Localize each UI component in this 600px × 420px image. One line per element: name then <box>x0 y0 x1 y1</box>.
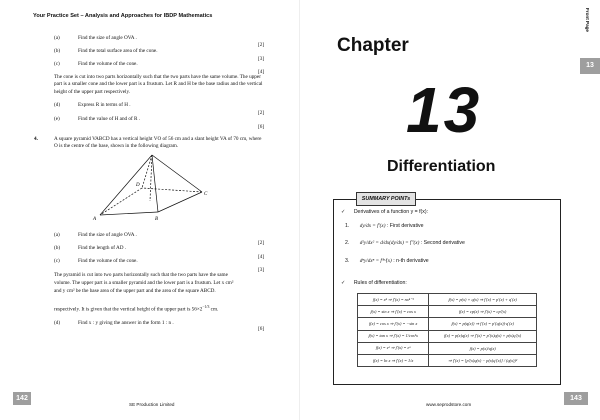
check-icon: ✓ <box>341 209 346 215</box>
left-page-number: 142 <box>13 392 31 405</box>
height-vo <box>150 155 152 201</box>
side-front-page-label: Front Page <box>585 8 590 32</box>
label-c: C <box>204 192 208 197</box>
q4-text: A square pyramid VABCD has a vertical height VO of 56 cm and a slant height VA of 70 cm, where O is the centre of the base, shown in the following diagram. <box>54 136 262 150</box>
table-row: f(x) = sin x ⇒ f′(x) = cos x f(x) = cp(x) ⇒ f′(x) = cp′(x) <box>358 306 537 318</box>
q3-part-e: (e) Find the value of H and of R . <box>54 116 141 122</box>
q4-part-a: (a) Find the size of angle OVA . <box>54 232 137 238</box>
label-a: A <box>93 217 97 222</box>
chapter-number: 13 <box>406 74 482 146</box>
q4-part-c-mark: [3] <box>258 267 265 273</box>
q3-part-d: (d) Express R in terms of H . <box>54 102 131 108</box>
q4-part-d-mark: [6] <box>258 326 265 332</box>
table-row: f(x) = tan x ⇒ f′(x) = 1/cos²x f(x) = p(x)q(x) ⇒ f′(x) = p′(x)q(x) + p(x)q′(x) <box>358 330 537 342</box>
q4-part-b-mark: [4] <box>258 254 265 260</box>
pyramid-diagram <box>92 152 212 227</box>
derivative-3: 3. dⁿy/dxⁿ = f⁽ⁿ⁾(x) : n-th derivative <box>345 258 429 264</box>
q4-part-c: (c) Find the volume of the cone. <box>54 258 138 264</box>
table-row: f(x) = ln x ⇒ f′(x) = 1/x ⇒ f′(x) = [p′(x)q(x) − p(x)q′(x)] / (q(x))² <box>358 354 537 366</box>
summary-item-1: ✓ Derivatives of a function y = f(x): <box>341 209 429 215</box>
chapter-word: Chapter <box>337 35 409 56</box>
derivative-1: 1. dy/dx = f′(x) : First derivative <box>345 223 424 229</box>
rules-table <box>357 293 537 367</box>
label-b: B <box>155 217 159 222</box>
right-footer: www.seprodstore.com <box>426 402 472 407</box>
edge-vc <box>152 155 202 192</box>
q3-part-e-mark: [6] <box>258 124 265 130</box>
base-cd <box>142 188 202 192</box>
label-d: D <box>136 183 140 188</box>
q3-part-c: (c) Find the volume of the cone. <box>54 61 138 67</box>
summary-title: SUMMARY POINTs <box>356 192 416 206</box>
book-title: Your Practice Set – Analysis and Approaches for IBDP Mathematics <box>33 13 213 19</box>
base-ab <box>100 212 158 215</box>
q3-part-a-mark: [2] <box>258 42 265 48</box>
q4-para-line3: and y cm² be the base area of the upper part and the area of the square ABCD. <box>54 288 216 294</box>
edge-va <box>100 155 152 215</box>
right-page-number: 143 <box>564 392 588 405</box>
q4-para-line2: volume. The upper part is a smaller pyramid and the lower part is a frustum. Let x cm² <box>54 280 234 286</box>
q4-number: 4. <box>34 136 38 142</box>
q3-part-d-mark: [2] <box>258 110 265 116</box>
chapter-title: Differentiation <box>387 158 496 175</box>
left-footer: SE Production Limited <box>129 402 175 407</box>
summary-item-2: ✓ Rules of differentiation: <box>341 280 407 286</box>
q4-part-d: (d) Find x : y giving the answer in the form 1 : n . <box>54 320 174 326</box>
q3-part-c-mark: [4] <box>258 69 265 75</box>
q4-para-line4: respectively. It is given that the vertical height of the upper part is $56\times 2^{-1/3}$ cm. <box>54 305 219 313</box>
q4-part-a-mark: [2] <box>258 240 265 246</box>
check-icon: ✓ <box>341 280 346 286</box>
chapter-side-tab: 13 <box>580 58 600 74</box>
edge-vb <box>152 155 158 212</box>
q3-part-b-mark: [3] <box>258 56 265 62</box>
base-da <box>100 188 142 215</box>
derivative-2: 2. d²y/dx² = d/dx(dy/dx) = f″(x) : Second derivative <box>345 240 465 246</box>
q3-paragraph: The cone is cut into two parts horizontally such that the two parts have the same volume. The upper part is a smaller cone and the lower part is a frustum. Let R and H be the base radius and the vertical height of the upper part respectively. <box>54 74 263 95</box>
table-row: f(x) = eˣ ⇒ f′(x) = eˣ f(x) = p(x)/q(x) <box>358 342 537 354</box>
q4-part-b: (b) Find the length of AD . <box>54 245 127 251</box>
table-row: f(x) = cos x ⇒ f′(x) = −sin x f(x) = p(q(x)) ⇒ f′(x) = p′(q(x))·q′(x) <box>358 318 537 330</box>
q3-part-b: (b) Find the total surface area of the cone. <box>54 48 158 54</box>
table-row: f(x) = xⁿ ⇒ f′(x) = nxⁿ⁻¹ f(x) = p(x) + q(x) ⇒ f′(x) = p′(x) + q′(x) <box>358 294 537 306</box>
q3-part-a: (a) Find the size of angle OVA . <box>54 35 137 41</box>
base-bc <box>158 192 202 212</box>
q4-para-line1: The pyramid is cut into two parts horizontally such that the two parts have the same <box>54 272 228 278</box>
